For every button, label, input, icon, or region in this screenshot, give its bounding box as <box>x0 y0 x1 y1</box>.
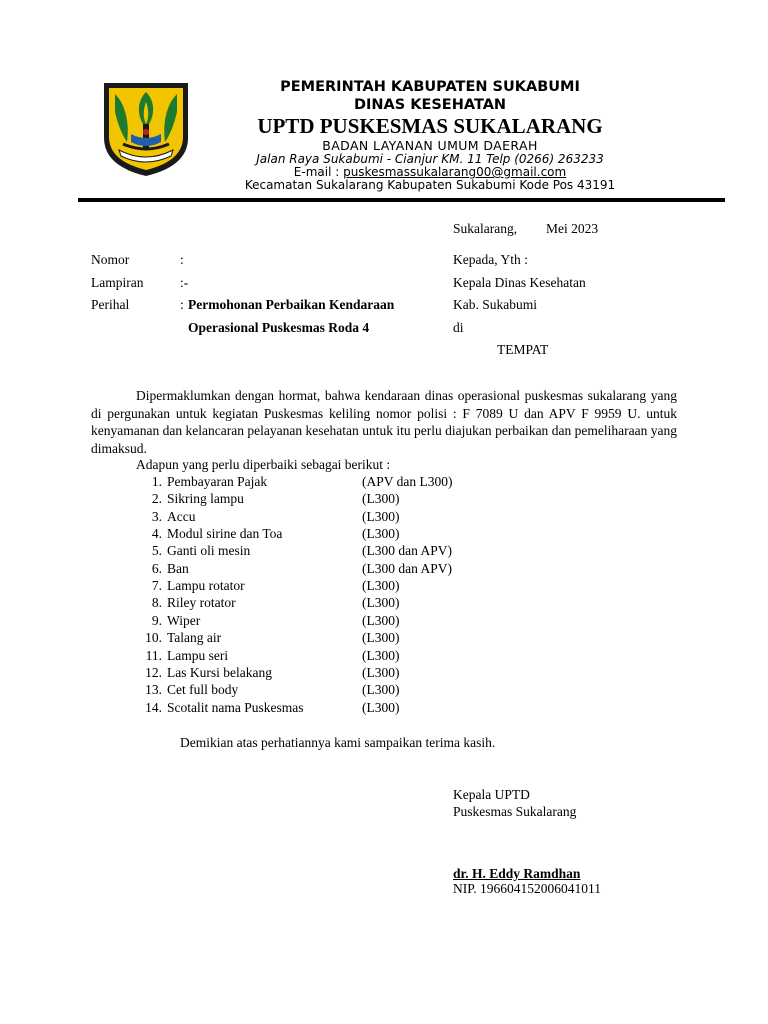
list-item-name: Pembayaran Pajak <box>167 474 268 489</box>
list-item-number: 2. <box>151 491 162 507</box>
list-item-vehicle: (L300) <box>362 699 400 715</box>
list-item-name: Las Kursi belakang <box>167 664 272 680</box>
list-item-name: Cet full body <box>167 682 239 698</box>
lampiran-value: :- <box>180 275 189 290</box>
list-item-vehicle: (L300 dan APV) <box>362 543 452 559</box>
list-item-number: 7. <box>151 578 162 594</box>
list-item-number: 5. <box>151 543 162 559</box>
list-item-name: Talang air <box>167 630 222 646</box>
perihal-subject-line2: Operasional Puskesmas Roda 4 <box>188 320 370 335</box>
header-status: BADAN LAYANAN UMUM DAERAH <box>322 138 538 153</box>
list-item-name: Lampu seri <box>167 647 229 663</box>
list-item-number: 13. <box>145 682 162 698</box>
body-text: Dipermaklumkan dengan hormat, bahwa kendaraan dinas operasional puskesmas sukalarang yang di pergunakan untuk kegiatan Puskesmas keliling nomor polisi : F 7089 U dan APV F 9959 U. untuk kenyamanan dan kelancaran pelayanan kesehatan untuk itu perlu diajukan perbaikan dan pemeliharaan yang dimaksud. <box>91 388 677 456</box>
signer-name: dr. H. Eddy Ramdhan <box>453 866 581 881</box>
list-item-name: Ganti oli mesin <box>167 543 251 559</box>
list-item-number: 3. <box>151 508 162 524</box>
list-item-vehicle: (L300) <box>362 526 400 542</box>
list-item-vehicle: (APV dan L300) <box>362 474 453 489</box>
recipient-greeting: Kepada, Yth : <box>453 252 528 267</box>
signer-nip: NIP. 196604152006041011 <box>453 881 602 896</box>
list-item-name: Scotalit nama Puskesmas <box>167 699 304 715</box>
header-government: PEMERINTAH KABUPATEN SUKABUMI <box>280 79 580 95</box>
header-email-line <box>195 165 665 179</box>
recipient-region: Kab. Sukabumi <box>453 297 537 312</box>
list-item-vehicle: (L300) <box>362 595 400 611</box>
header-district: Kecamatan Sukalarang Kabupaten Sukabumi Kode Pos 43191 <box>244 178 616 192</box>
sukabumi-regency-logo <box>101 80 191 178</box>
list-item-name: Riley rotator <box>167 595 236 611</box>
list-item-name: Lampu rotator <box>167 578 245 594</box>
closing-sentence: Demikian atas perhatiannya kami sampaikan terima kasih. <box>180 735 496 750</box>
list-item-number: 4. <box>151 526 162 542</box>
email-label: E-mail : <box>293 165 344 179</box>
list-item-vehicle: (L300) <box>362 508 400 524</box>
list-item-name: Ban <box>167 560 189 576</box>
list-item-name: Accu <box>167 508 196 524</box>
list-item-name: Modul sirine dan Toa <box>167 526 283 542</box>
letterhead-divider <box>78 198 725 202</box>
list-item-vehicle: (L300) <box>362 682 400 698</box>
list-item-vehicle: (L300) <box>362 491 400 507</box>
header-department: DINAS KESEHATAN <box>353 97 507 113</box>
letter-place: Sukalarang, <box>453 221 518 236</box>
perihal-subject-line1: Permohonan Perbaikan Kendaraan <box>188 297 395 312</box>
signer-institution: Puskesmas Sukalarang <box>453 804 577 819</box>
list-item-number: 11. <box>145 647 162 663</box>
list-item-vehicle: (L300 dan APV) <box>362 560 452 576</box>
list-item-vehicle: (L300) <box>362 664 400 680</box>
list-item-number: 10. <box>145 630 162 646</box>
list-item-vehicle: (L300) <box>362 647 400 663</box>
recipient-di: di <box>453 320 464 335</box>
body-paragraph <box>91 387 677 457</box>
perihal-label: Perihal <box>91 297 130 312</box>
header-address: Jalan Raya Sukabumi - Cianjur KM. 11 Telp (0266) 263233 <box>256 152 604 166</box>
signer-title: Kepala UPTD <box>453 787 530 802</box>
list-item-number: 8. <box>151 595 162 611</box>
list-item-name: Wiper <box>167 612 201 628</box>
perihal-colon: : <box>180 297 184 312</box>
nomor-value: : <box>180 252 184 267</box>
list-item-number: 12. <box>145 664 162 680</box>
email-link[interactable]: puskesmassukalarang00@gmail.com <box>343 165 567 179</box>
list-item-name: Sikring lampu <box>167 491 244 507</box>
list-item-vehicle: (L300) <box>362 612 400 628</box>
list-item-number: 1. <box>151 474 162 489</box>
list-item-vehicle: (L300) <box>362 630 400 646</box>
nomor-label: Nomor <box>91 252 130 267</box>
list-item-number: 6. <box>151 560 162 576</box>
list-item-number: 14. <box>145 699 162 715</box>
list-item-number: 9. <box>151 612 162 628</box>
list-item-vehicle: (L300) <box>362 578 400 594</box>
recipient-place: TEMPAT <box>497 342 549 357</box>
list-intro: Adapun yang perlu diperbaiki sebagai berikut : <box>136 457 391 472</box>
recipient-title: Kepala Dinas Kesehatan <box>453 275 586 290</box>
lampiran-label: Lampiran <box>91 275 144 290</box>
header-institution: UPTD PUSKESMAS SUKALARANG <box>257 114 603 138</box>
letter-date: Mei 2023 <box>546 221 599 236</box>
